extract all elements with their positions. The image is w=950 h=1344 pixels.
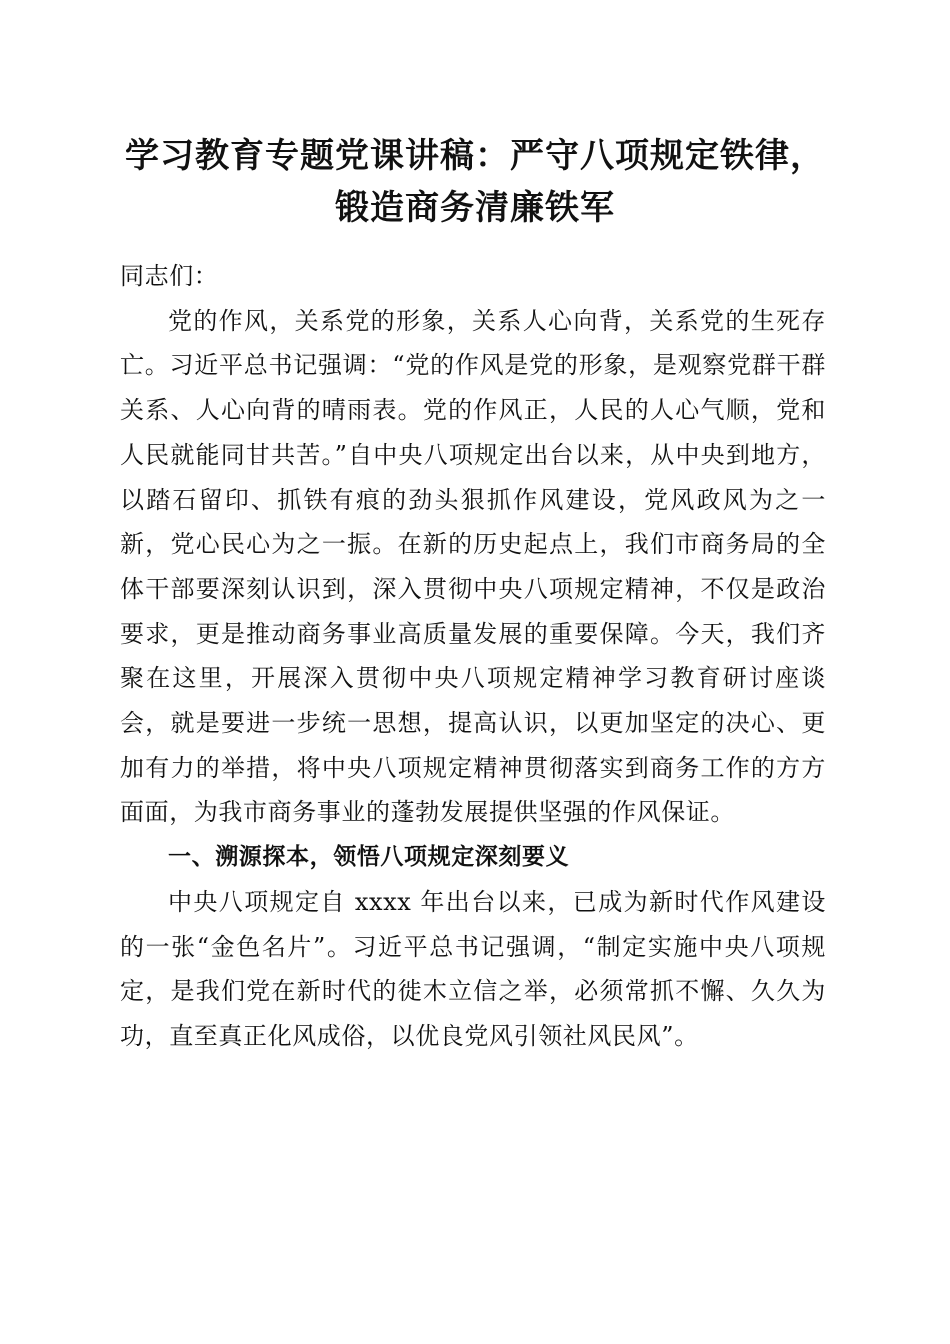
document-title [100,130,850,234]
paragraph-intro: 党的作风，关系党的形象，关系人心向背，关系党的生死存亡。习近平总书记强调：“党的作风是党的形象，是观察党群干群关系、人心向背的晴雨表。党的作风正，人民的人心气顺，党和人民就能同甘共苦。”自中央八项规定出台以来，从中央到地方，以踏石留印、抓铁有痕的劲头狠抓作风建设，党风政风为之一新，党心民心为之一振。在新的历史起点上，我们市商务局的全体干部要深刻认识到，深入贯彻中央八项规定精神，不仅是政治要求，更是推动商务事业高质量发展的重要保障。今天，我们齐聚在这里，开展深入贯彻中央八项规定精神学习教育研讨座谈会，就是要进一步统一思想，提高认识，以更加坚定的决心、更加有力的举措，将中央八项规定精神贯彻落实到商务工作的方方面面，为我市商务事业的蓬勃发展提供坚强的作风保证。 [120,306,826,827]
paragraph-section-1: 中央八项规定自 xxxx 年出台以来，已成为新时代作风建设的一张“金色名片”。习近平总书记强调，“制定实施中央八项规定，是我们党在新时代的徙木立信之举，必须常抓不懈、久久为功，直至真正化风成俗，以优良党风引领社风民风”。 [120,887,826,1050]
salutation: 同志们： [120,262,219,290]
document-body [120,254,826,1059]
title-line-1: 学习教育专题党课讲稿：严守八项规定铁律， [125,136,825,176]
title-line-2: 锻造商务清廉铁军 [335,188,615,228]
section-heading-1: 一、溯源探本，领悟八项规定深刻要义 [168,844,570,871]
